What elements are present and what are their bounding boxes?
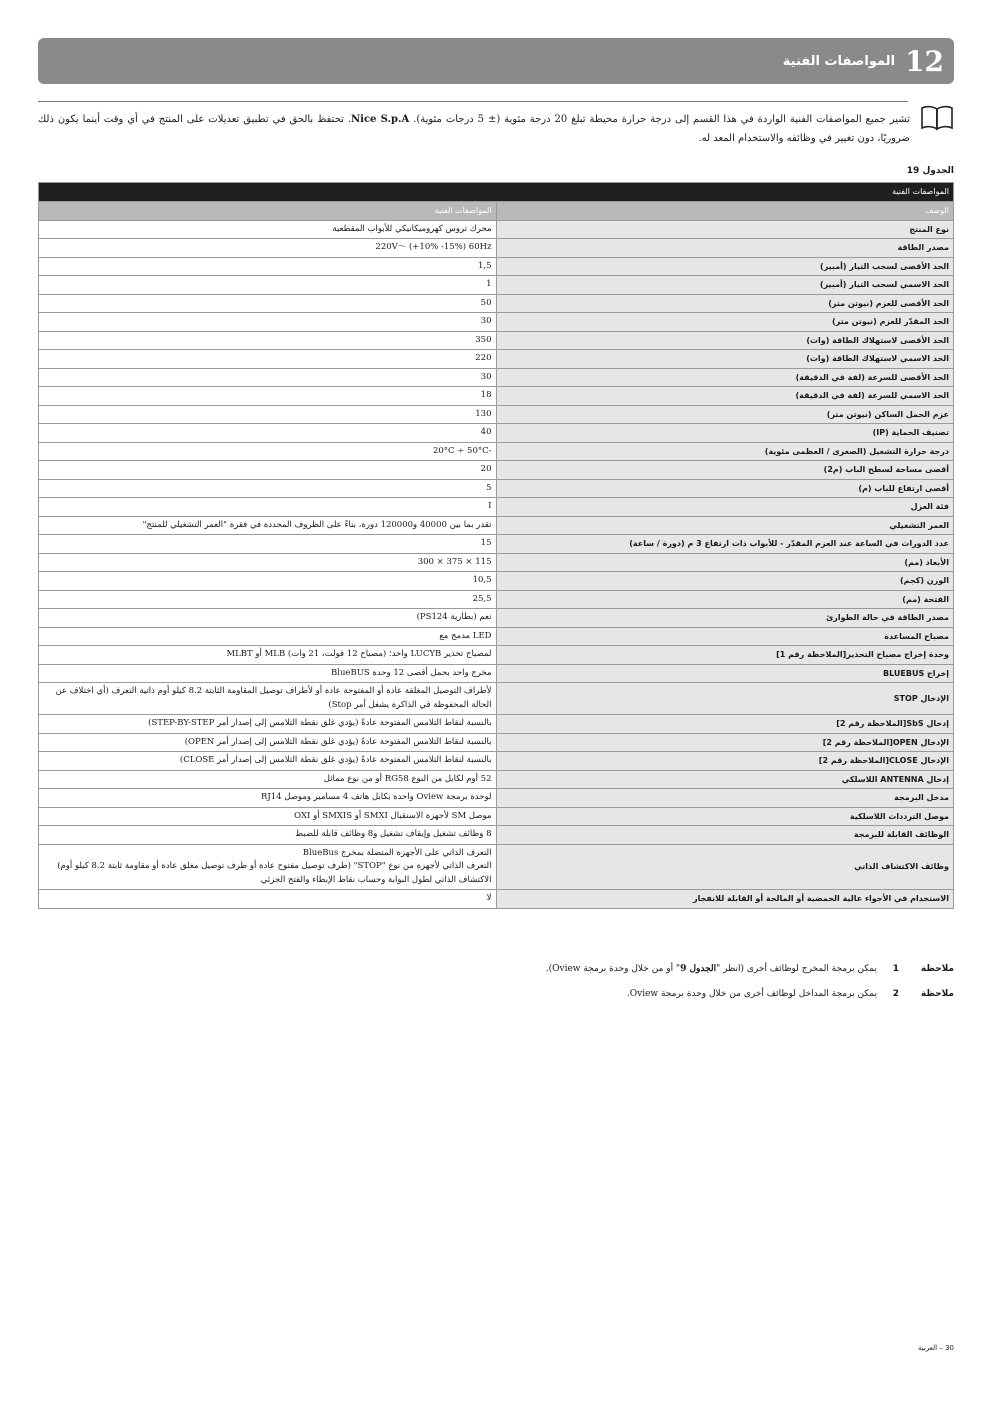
table-row bbox=[39, 498, 954, 517]
intro-paragraph: تشير جميع المواصفات الفنية الواردة في هذا القسم إلى درجة حرارة محيطة تبلغ 20 درجة مئوية (± 5 درجات مئوية). Nice S.p.A. تحتفظ بالحق في تطبيق تعديلات على المنتج في أي وقت أينما يكون ذلك ضروريًا، دون تغيير في وظائفه والاستخدام المعد له. bbox=[38, 114, 910, 144]
column-header-spec: المواصفات الفنية bbox=[39, 202, 497, 221]
row-value: بالنسبة لنقاط التلامس المفتوحة عادةً (يؤدي غلق نقطة التلامس إلى إصدار أمر OPEN) bbox=[39, 733, 497, 752]
row-value: تقدر بما بين 40000 و120000 دورة، بناءً على الظروف المحددة في فقرة "العمر التشغيلي للمنتج" bbox=[39, 516, 497, 535]
row-value: 20 bbox=[39, 461, 497, 480]
intro-divider bbox=[38, 101, 908, 102]
table-row bbox=[39, 609, 954, 628]
row-value: 30 bbox=[39, 313, 497, 332]
row-value: 220 bbox=[39, 350, 497, 369]
row-value: 130 bbox=[39, 405, 497, 424]
table-row bbox=[39, 752, 954, 771]
row-value: لمصباح تحذير LUCYB واحد؛ (مصباح 12 فولت، 21 وات) MLB أو MLBT bbox=[39, 646, 497, 665]
row-label: الحد الاسمي للسرعة (لفة في الدقيقة) bbox=[496, 387, 954, 406]
section-number: 12 bbox=[905, 44, 944, 78]
table-row bbox=[39, 331, 954, 350]
row-label: الفتحة (مم) bbox=[496, 590, 954, 609]
notes bbox=[54, 964, 954, 1014]
table-row bbox=[39, 461, 954, 480]
table-caption: الجدول 19 bbox=[906, 166, 954, 176]
table-row bbox=[39, 733, 954, 752]
table-row bbox=[39, 664, 954, 683]
row-label: الحد الأقصى لسحب التيار (أمبير) bbox=[496, 257, 954, 276]
row-label: الحد الأقصى للعزم (نيوتن متر) bbox=[496, 294, 954, 313]
row-label: إدخال ANTENNA اللاسلكي bbox=[496, 770, 954, 789]
row-label: الوظائف القابلة للبرمجة bbox=[496, 826, 954, 845]
row-value: 40 bbox=[39, 424, 497, 443]
book-icon bbox=[920, 105, 954, 131]
row-label: الإدخال STOP bbox=[496, 683, 954, 715]
row-value: 18 bbox=[39, 387, 497, 406]
row-label: فئة العزل bbox=[496, 498, 954, 517]
note-number: 1 bbox=[892, 964, 899, 974]
row-label: وظائف الاكتشاف الذاتي bbox=[496, 844, 954, 890]
table-row bbox=[39, 424, 954, 443]
row-value: 10,5 bbox=[39, 572, 497, 591]
table-row bbox=[39, 516, 954, 535]
row-value: LED مدمج مع bbox=[39, 627, 497, 646]
row-label: مدخل البرمجة bbox=[496, 789, 954, 808]
table-row bbox=[39, 442, 954, 461]
row-label: الإدخال OPEN[الملاحظة رقم 2] bbox=[496, 733, 954, 752]
row-value: لوحدة برمجة Oview واحدة بكابل هاتف 4 مسامير وموصل RJ14 bbox=[39, 789, 497, 808]
row-label: إخراج BLUEBUS bbox=[496, 664, 954, 683]
table-row bbox=[39, 276, 954, 295]
table-row bbox=[39, 368, 954, 387]
spec-table-body bbox=[39, 220, 954, 908]
row-value: I bbox=[39, 498, 497, 517]
table-row bbox=[39, 789, 954, 808]
row-value: 350 bbox=[39, 331, 497, 350]
row-label: الحد الأقصى لاستهلاك الطاقة (وات) bbox=[496, 331, 954, 350]
row-value: نعم (بطارية PS124) bbox=[39, 609, 497, 628]
row-value: بالنسبة لنقاط التلامس المفتوحة عادةً (يؤدي غلق نقطة التلامس إلى إصدار أمر STEP-BY-STEP) bbox=[39, 715, 497, 734]
row-label: عدد الدورات في الساعة عند العزم المقدّر - للأبواب ذات ارتفاع 3 م (دورة / ساعة) bbox=[496, 535, 954, 554]
row-value: 5 bbox=[39, 479, 497, 498]
row-value: موصل SM لأجهزة الاستقبال SMXI أو SMXIS أو OXI bbox=[39, 807, 497, 826]
row-value: 52 أوم لكابل من النوع RG58 أو من نوع مماثل bbox=[39, 770, 497, 789]
row-label: عزم الحمل الساكن (نيوتن متر) bbox=[496, 405, 954, 424]
section-title: المواصفات الفنية bbox=[782, 53, 896, 69]
row-value: 115 × 375 × 300 bbox=[39, 553, 497, 572]
row-label: وحدة إخراج مصباح التحذير[الملاحظة رقم 1] bbox=[496, 646, 954, 665]
row-label: تصنيف الحماية (IP) bbox=[496, 424, 954, 443]
note-number: 2 bbox=[892, 989, 899, 999]
row-label: الاستخدام في الأجواء عالية الحمضية أو المالحة أو القابلة للانفجار bbox=[496, 890, 954, 909]
table-row bbox=[39, 257, 954, 276]
table-row bbox=[39, 294, 954, 313]
row-label: نوع المنتج bbox=[496, 220, 954, 239]
table-row bbox=[39, 715, 954, 734]
row-value: مخرج واحد بحمل أقصى 12 وحدة BlueBUS bbox=[39, 664, 497, 683]
row-label: الأبعاد (مم) bbox=[496, 553, 954, 572]
page-footer: 30 – العربية bbox=[917, 1344, 954, 1352]
brand-name: Nice S.p.A bbox=[351, 114, 410, 125]
note-label: ملاحظة bbox=[920, 964, 954, 974]
row-value: 8 وظائف تشغيل وإيقاف تشغيل و8 وظائف قابلة للضبط bbox=[39, 826, 497, 845]
table-row bbox=[39, 405, 954, 424]
row-value: 15 bbox=[39, 535, 497, 554]
table-row bbox=[39, 627, 954, 646]
row-label: الحد الاسمي لسحب التيار (أمبير) bbox=[496, 276, 954, 295]
table-row bbox=[39, 387, 954, 406]
row-label: أقصى مساحة لسطح الباب (م2) bbox=[496, 461, 954, 480]
row-value: 1,5 bbox=[39, 257, 497, 276]
row-value: 30 bbox=[39, 368, 497, 387]
section-header bbox=[38, 38, 954, 84]
table-row bbox=[39, 683, 954, 715]
table-row bbox=[39, 826, 954, 845]
table-row bbox=[39, 770, 954, 789]
row-value: لأطراف التوصيل المغلقة عادة أو المفتوحة عادة أو لأطراف توصيل المقاومة الثابتة 8.2 كيلو أوم ذاتية التعرف (أي اختلاف عن الحالة المحفوظة في الذاكرة يشغل أمر Stop) bbox=[39, 683, 497, 715]
note-text: يمكن برمجة المخرج لوظائف أخرى (انظر "الجدول 9" أو من خلال وحدة برمجة Oview). bbox=[545, 964, 877, 974]
row-label: العمر التشغيلي bbox=[496, 516, 954, 535]
table-row bbox=[39, 239, 954, 258]
note-label: ملاحظة bbox=[920, 989, 954, 999]
note-1 bbox=[54, 964, 954, 974]
row-label: الإدخال CLOSE[الملاحظة رقم 2] bbox=[496, 752, 954, 771]
row-value: -20°C ÷ 50°C bbox=[39, 442, 497, 461]
table-row bbox=[39, 590, 954, 609]
row-label: الحد المقدّر للعزم (نيوتن متر) bbox=[496, 313, 954, 332]
row-value: بالنسبة لنقاط التلامس المفتوحة عادةً (يؤدي غلق نقطة التلامس إلى إصدار أمر CLOSE) bbox=[39, 752, 497, 771]
table-row bbox=[39, 844, 954, 890]
table-row bbox=[39, 479, 954, 498]
row-label: إدخال SbS[الملاحظة رقم 2] bbox=[496, 715, 954, 734]
row-label: مصدر الطاقة في حالة الطوارئ bbox=[496, 609, 954, 628]
row-value: 25,5 bbox=[39, 590, 497, 609]
row-value: التعرف الذاتي على الأجهزة المتصلة بمخرج BlueBus التعرف الذاتي لأجهزة من نوع "STOP" (طرف توصيل مفتوح عادة أو طرف توصيل مغلق عادة أو مقاومة ثابتة 8.2 كيلو أوم) الاكتشاف الذاتي لطول البوابة وحساب نقاط الإبطاء والفتح الجزئي bbox=[39, 844, 497, 890]
row-value: محرك تروس كهروميكانيكي للأبواب المقطعية bbox=[39, 220, 497, 239]
row-label: مصدر الطاقة bbox=[496, 239, 954, 258]
table-row bbox=[39, 350, 954, 369]
row-value: 1 bbox=[39, 276, 497, 295]
table-row bbox=[39, 807, 954, 826]
table-row bbox=[39, 220, 954, 239]
row-value: لا bbox=[39, 890, 497, 909]
table-row bbox=[39, 553, 954, 572]
row-label: الوزن (كجم) bbox=[496, 572, 954, 591]
table-title: المواصفات الفنية bbox=[39, 183, 954, 202]
table-row bbox=[39, 572, 954, 591]
column-header-description: الوصف bbox=[496, 202, 954, 221]
row-value: 50 bbox=[39, 294, 497, 313]
row-label: الحد الاسمي لاستهلاك الطاقة (وات) bbox=[496, 350, 954, 369]
row-value: 220V〜 (+10% -15%) 60Hz bbox=[39, 239, 497, 258]
note-text: يمكن برمجة المداخل لوظائف أخرى من خلال وحدة برمجة Oview. bbox=[626, 989, 877, 999]
row-label: مصباح المساعدة bbox=[496, 627, 954, 646]
table-row bbox=[39, 535, 954, 554]
table-row bbox=[39, 646, 954, 665]
table-row bbox=[39, 313, 954, 332]
table-row bbox=[39, 890, 954, 909]
row-label: أقصى ارتفاع للباب (م) bbox=[496, 479, 954, 498]
row-label: الحد الأقصى للسرعة (لفة في الدقيقة) bbox=[496, 368, 954, 387]
spec-table bbox=[38, 182, 954, 909]
row-label: درجة حرارة التشغيل (الصغرى / العظمى مئوية) bbox=[496, 442, 954, 461]
row-label: موصل الترددات اللاسلكية bbox=[496, 807, 954, 826]
note-2 bbox=[54, 989, 954, 999]
